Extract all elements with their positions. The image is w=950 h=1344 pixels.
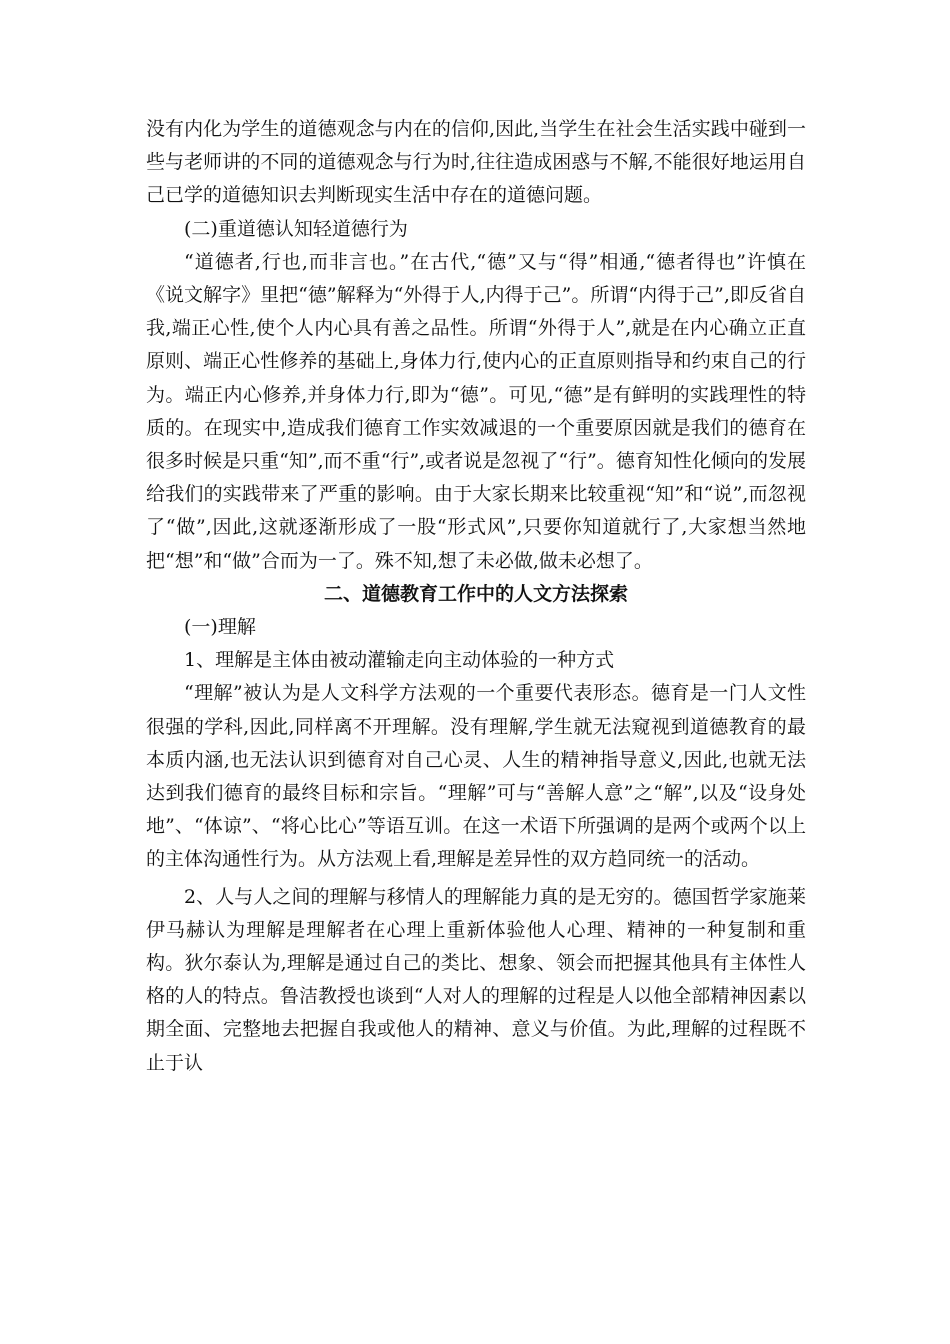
body-paragraph-continuation: 没有内化为学生的道德观念与内在的信仰,因此,当学生在社会生活实践中碰到一些与老师讲的不同的道德观念与行为时,往往造成困惑与不解,不能很好地运用自己已学的道德知识去判断现实生活中存在的道德问题。 bbox=[146, 118, 806, 207]
body-paragraph-empathy: 2、人与人之间的理解与移情人的理解能力真的是无穷的。德国哲学家施莱伊马赫认为理解是理解者在心理上重新体验他人心理、精神的一种复制和重构。狄尔泰认为,理解是通过自己的类比、想象、领会而把握其他具有主体性人格的人的特点。鲁洁教授也谈到“人对人的理解的过程是人以他全部精神因素以期全面、完整地去把握自我或他人的精神、意义与价值。为此,理解的过程既不止于认 bbox=[146, 885, 806, 1074]
document-page bbox=[146, 113, 806, 1080]
body-paragraph-understanding: “理解”被认为是人文科学方法观的一个重要代表形态。德育是一门人文性很强的学科,因此,同样离不开理解。没有理解,学生就无法窥视到道德教育的最本质内涵,也无法认识到德育对自己心灵、人生的精神指导意义,因此,也就无法达到我们德育的最终目标和宗旨。“理解”可与“善解人意”之“解”,以及“设身处地”、“体谅”、“将心比心”等语互训。在这一术语下所强调的是两个或两个以上的主体沟通性行为。从方法观上看,理解是差异性的双方趋同统一的活动。 bbox=[146, 682, 806, 871]
section-heading: 二、道德教育工作中的人文方法探索 bbox=[323, 582, 628, 605]
numbered-heading-1: 1、理解是主体由被动灌输走向主动体验的一种方式 bbox=[184, 649, 615, 672]
subheading-understanding: (一)理解 bbox=[184, 616, 256, 639]
body-paragraph-morality: “道德者,行也,而非言也。”在古代,“德”又与“得”相通,“德者得也”许慎在《说文解字》里把“德”解释为“外得于人,内得于己”。所谓“内得于己”,即反省自我,端正心性,使个人内心具有善之品性。所谓“外得于人”,就是在内心确立正直原则、端正心性修养的基础上,身体力行,使内心的正直原则指导和约束自己的行为。端正内心修养,并身体力行,即为“德”。可见,“德”是有鲜明的实践理性的特质的。在现实中,造成我们德育工作实效减退的一个重要原因就是我们的德育在很多时候是只重“知”,而不重“行”,或者说是忽视了“行”。德育知性化倾向的发展给我们的实践带来了严重的影响。由于大家长期来比较重视“知”和“说”,而忽视了“做”,因此,这就逐渐形成了一股“形式风”,只要你知道就行了,大家想当然地把“想”和“做”合而为一了。殊不知,想了未必做,做未必想了。 bbox=[146, 250, 806, 572]
subheading-moral-cognition: (二)重道德认知轻道德行为 bbox=[184, 217, 408, 240]
